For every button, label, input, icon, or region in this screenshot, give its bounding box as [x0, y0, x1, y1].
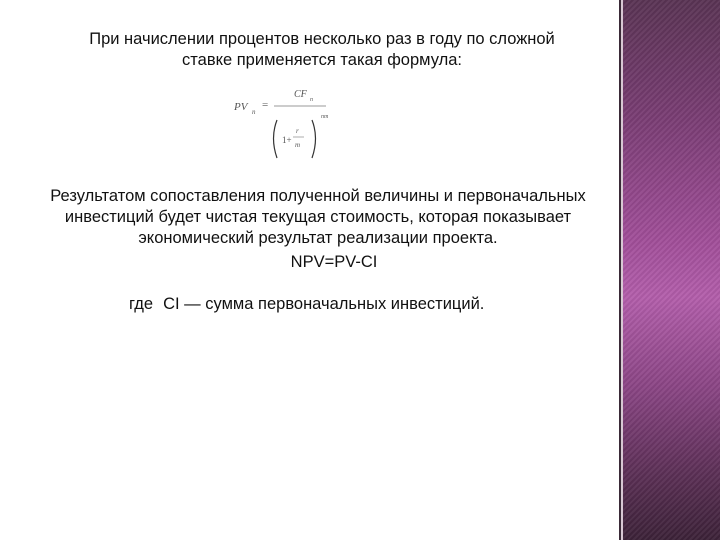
- result-line-2: инвестиций будет чистая текущая стоимость, которая показывает: [64, 208, 572, 226]
- formula-den-top: r: [296, 127, 299, 135]
- npv-formula: NPV=PV-CI: [290, 253, 378, 271]
- decorative-side-panel: [623, 0, 720, 540]
- formula-den-one: 1+: [282, 135, 292, 145]
- formula-exponent: nm: [321, 114, 329, 120]
- compound-interest-formula: [228, 84, 348, 166]
- side-panel-texture: [623, 0, 720, 540]
- intro-line-1: При начислении процентов несколько раз в году по сложной: [89, 30, 555, 48]
- formula-numerator-sub: n: [310, 97, 313, 103]
- result-line-1: Результатом сопоставления полученной величины и первоначальных: [50, 187, 586, 205]
- ci-definition: [129, 294, 484, 315]
- formula-lhs-sub: n: [252, 108, 256, 116]
- formula-left-paren: [274, 120, 278, 158]
- formula-equals: =: [262, 99, 269, 111]
- result-paragraph: [8, 186, 628, 249]
- formula-den-bottom: m: [295, 141, 301, 149]
- formula-lhs: PV: [234, 101, 248, 113]
- where-text: CI — сумма первоначальных инвестиций.: [163, 295, 485, 313]
- formula-numerator: CF: [294, 89, 307, 100]
- result-line-3: экономический результат реализации проекта.: [138, 229, 498, 247]
- intro-line-2: ставке применяется такая формула:: [182, 51, 462, 69]
- where-label: где: [129, 295, 154, 313]
- intro-paragraph: [12, 29, 632, 71]
- formula-right-paren: [312, 120, 316, 158]
